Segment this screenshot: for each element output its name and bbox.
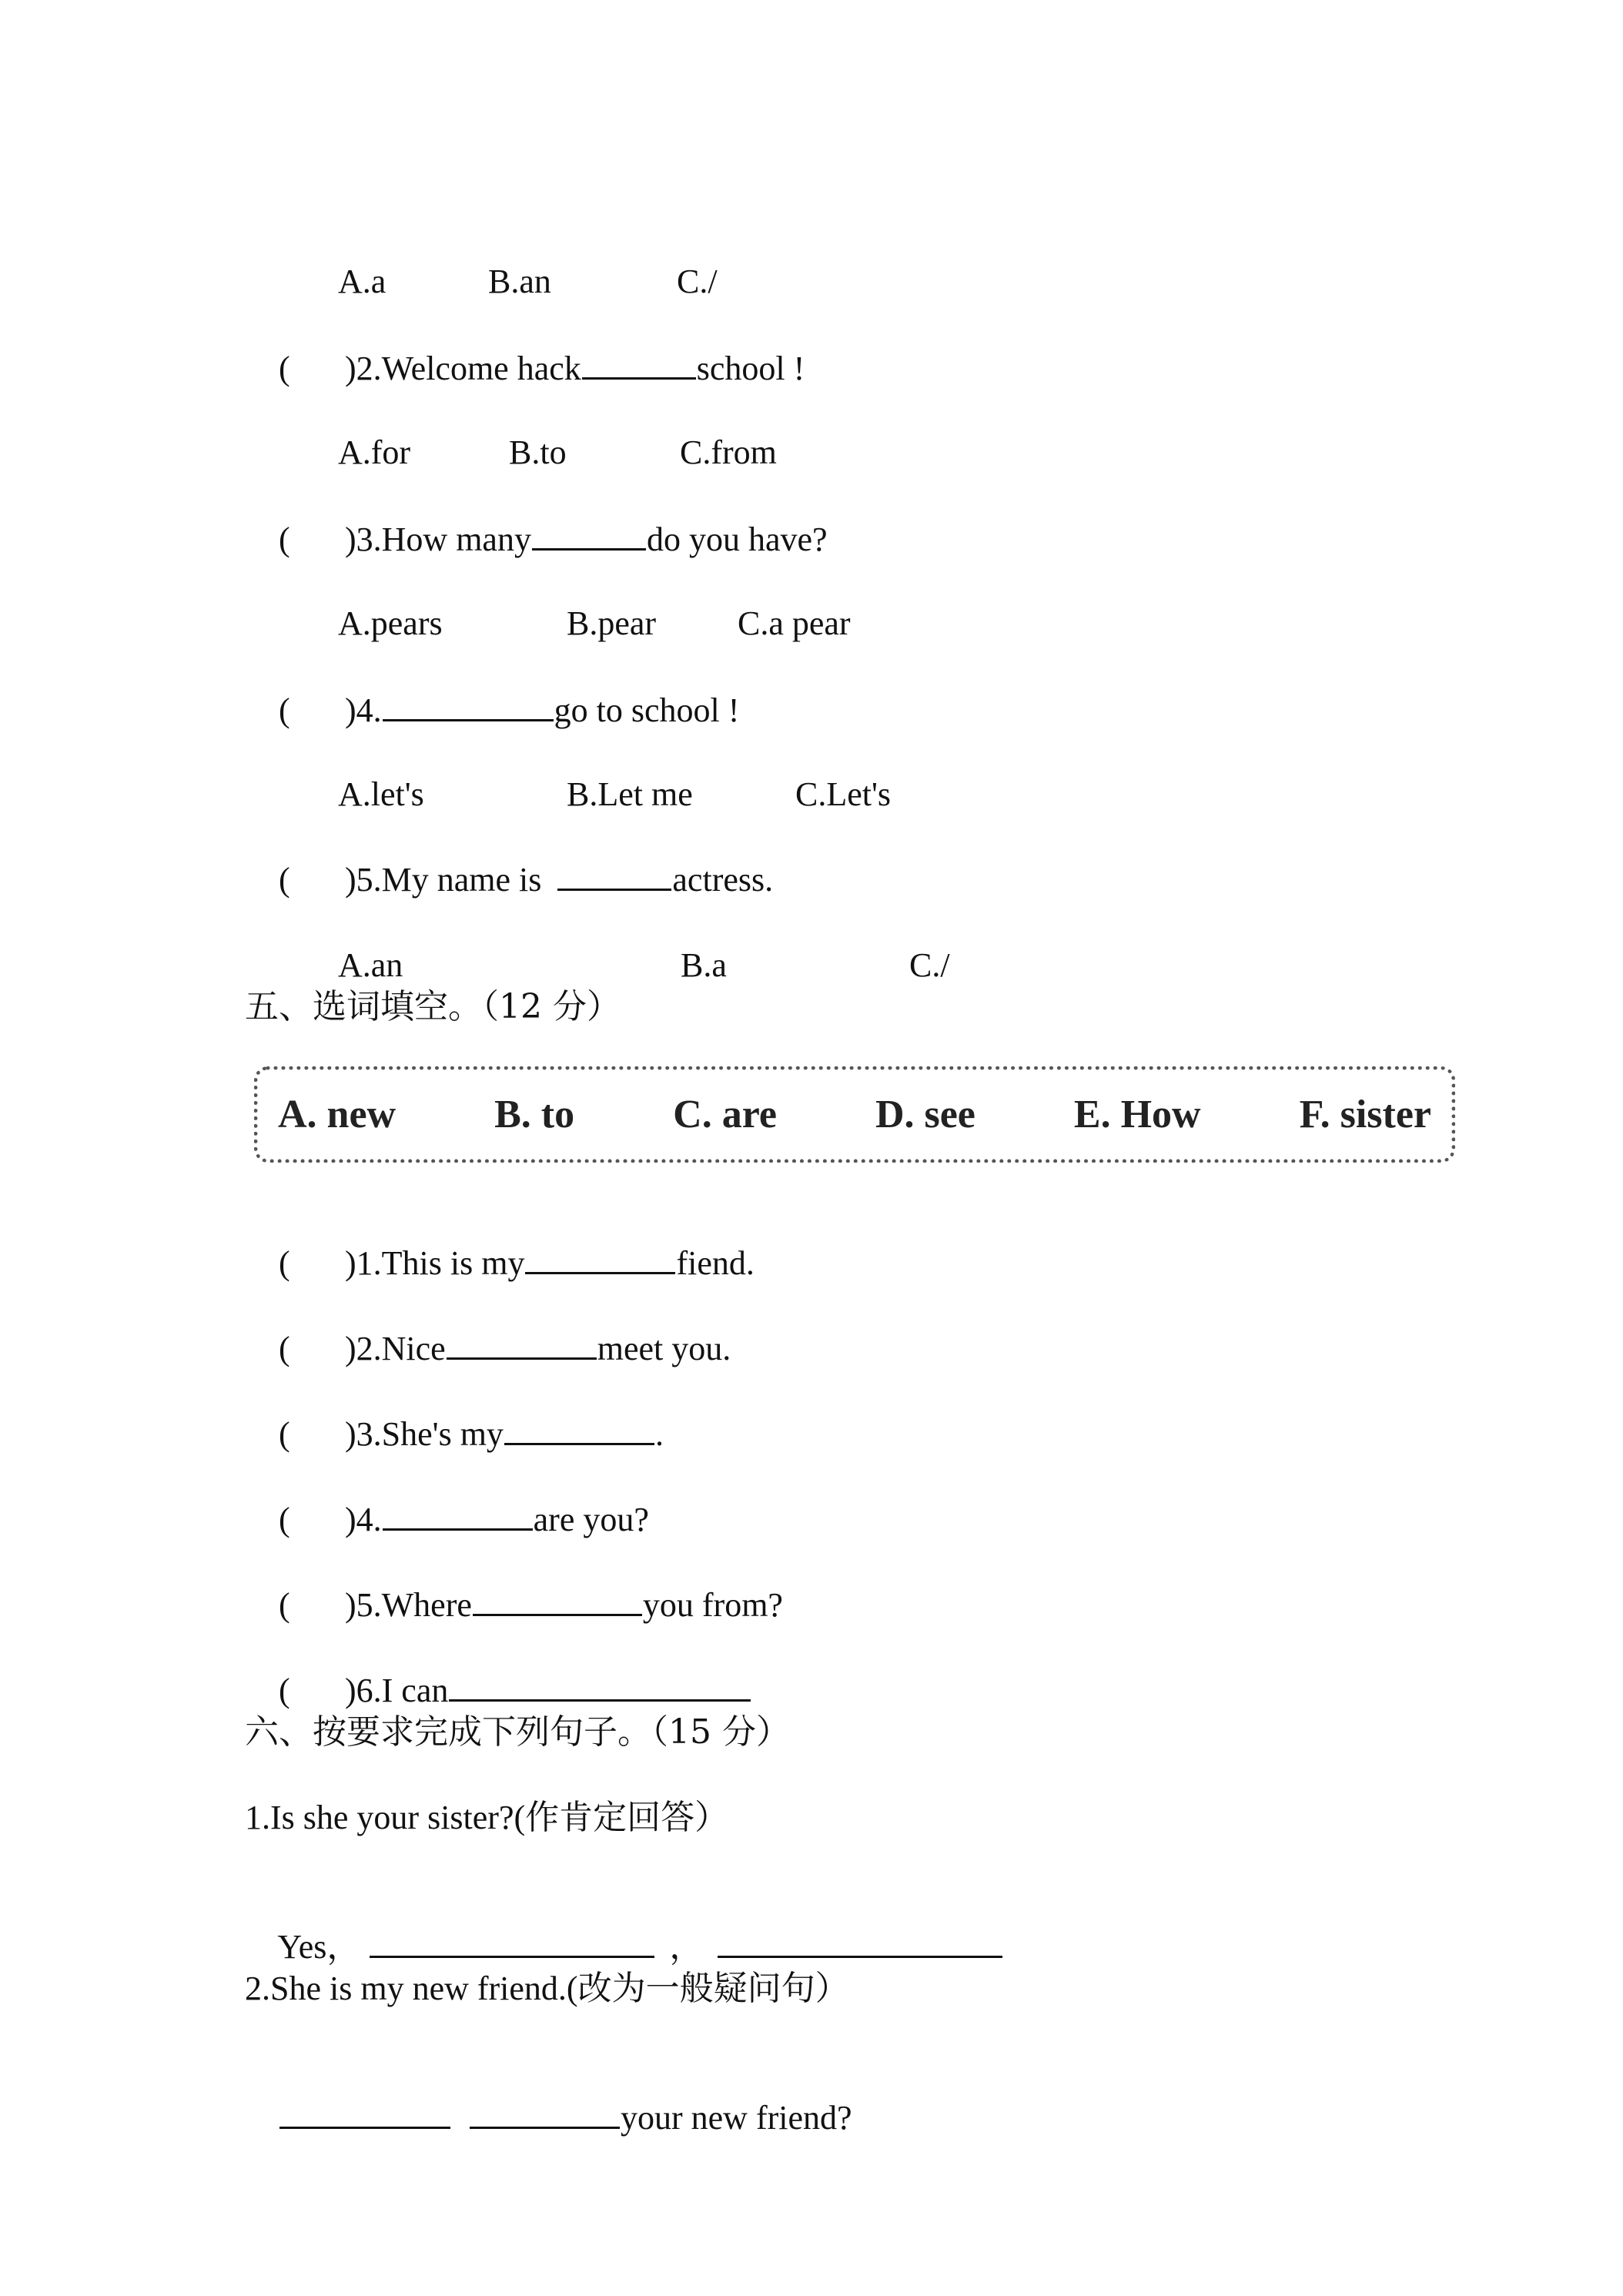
option-a: A.an bbox=[338, 946, 403, 984]
fill-blank[interactable] bbox=[504, 1412, 654, 1445]
fill-blank[interactable] bbox=[383, 1498, 533, 1531]
item-text-after: are you? bbox=[533, 1501, 649, 1538]
word-c: C. are bbox=[673, 1093, 777, 1136]
item-text: )4. bbox=[345, 1501, 382, 1538]
sentence-2-prompt: 2.She is my new friend.(改为一般疑问句） bbox=[245, 1970, 849, 2007]
question-text-after: do you have? bbox=[646, 520, 828, 558]
option-c: C.Let's bbox=[795, 775, 892, 813]
word-a: A. new bbox=[278, 1093, 397, 1136]
option-b: B.pear bbox=[567, 604, 657, 642]
answer-paren[interactable]: ( bbox=[279, 691, 290, 729]
option-c: C.from bbox=[680, 433, 777, 471]
yes-prefix: Yes， bbox=[277, 1928, 361, 1966]
answer-paren[interactable]: ( bbox=[279, 861, 290, 899]
fill-blank[interactable] bbox=[370, 1925, 654, 1958]
word-b: B. to bbox=[494, 1093, 575, 1136]
question-text-after: school ! bbox=[696, 350, 805, 387]
fill-blank[interactable] bbox=[279, 2096, 450, 2129]
option-a: A.let's bbox=[338, 775, 424, 813]
option-b: B.Let me bbox=[567, 775, 693, 813]
answer-paren[interactable]: ( bbox=[279, 520, 290, 558]
sentence-1-prompt: 1.Is she your sister?(作肯定回答） bbox=[245, 1799, 729, 1836]
fill-blank[interactable] bbox=[383, 688, 554, 721]
fill-blank[interactable] bbox=[582, 346, 696, 380]
answer-paren[interactable]: ( bbox=[279, 1415, 290, 1453]
item-text: )5.Where bbox=[345, 1586, 472, 1624]
word-bank bbox=[254, 1066, 1455, 1163]
word-d: D. see bbox=[875, 1093, 975, 1136]
item-text: )3.She's my bbox=[345, 1415, 504, 1453]
item-text-after: . bbox=[654, 1415, 664, 1453]
item-text-after: fiend. bbox=[676, 1244, 755, 1282]
question-text: )2.Welcome hack bbox=[345, 350, 581, 387]
option-a: A.a bbox=[338, 263, 387, 300]
question-text-after: actress. bbox=[672, 861, 774, 899]
option-c: C./ bbox=[909, 946, 950, 984]
fill-blank[interactable] bbox=[470, 2096, 620, 2129]
question-text-after: go to school ! bbox=[554, 691, 740, 729]
option-b: B.an bbox=[488, 263, 551, 300]
option-b: B.to bbox=[509, 433, 567, 471]
item-text-after: meet you. bbox=[597, 1330, 731, 1367]
fill-blank[interactable] bbox=[718, 1925, 1002, 1958]
option-a: A.for bbox=[338, 433, 411, 471]
word-e: E. How bbox=[1073, 1093, 1201, 1136]
question-text: )3.How many bbox=[345, 520, 531, 558]
item-text: )6.I can bbox=[345, 1672, 449, 1709]
answer-paren[interactable]: ( bbox=[279, 350, 290, 387]
question-text: )5.My name is bbox=[345, 861, 550, 899]
fill-blank[interactable] bbox=[525, 1241, 675, 1274]
sentence-2-answer bbox=[245, 2053, 852, 2183]
fill-blank[interactable] bbox=[473, 1583, 642, 1616]
item-text: )2.Nice bbox=[345, 1330, 446, 1367]
item-text-after: you from? bbox=[642, 1586, 783, 1624]
section-6-heading: 六、按要求完成下列句子。（15 分） bbox=[245, 1712, 790, 1752]
fill-blank[interactable] bbox=[557, 858, 671, 891]
sentence-suffix: your new friend? bbox=[621, 2099, 852, 2137]
answer-paren[interactable]: ( bbox=[279, 1501, 290, 1538]
question-text: )4. bbox=[345, 691, 382, 729]
fill-blank[interactable] bbox=[447, 1327, 597, 1360]
answer-paren[interactable]: ( bbox=[279, 1586, 290, 1624]
comma: ， bbox=[669, 1928, 704, 1966]
option-a: A.pears bbox=[338, 604, 443, 642]
answer-paren[interactable]: ( bbox=[279, 1672, 290, 1709]
answer-paren[interactable]: ( bbox=[279, 1330, 290, 1367]
item-text: )1.This is my bbox=[345, 1244, 525, 1282]
answer-paren[interactable]: ( bbox=[279, 1244, 290, 1282]
fill-blank[interactable] bbox=[532, 517, 646, 551]
section-5-heading: 五、选词填空。（12 分） bbox=[245, 987, 621, 1026]
option-b: B.a bbox=[681, 946, 727, 984]
option-c: C./ bbox=[677, 263, 718, 300]
option-c: C.a pear bbox=[738, 604, 851, 642]
word-f: F. sister bbox=[1299, 1093, 1431, 1136]
fill-blank[interactable] bbox=[449, 1668, 751, 1702]
